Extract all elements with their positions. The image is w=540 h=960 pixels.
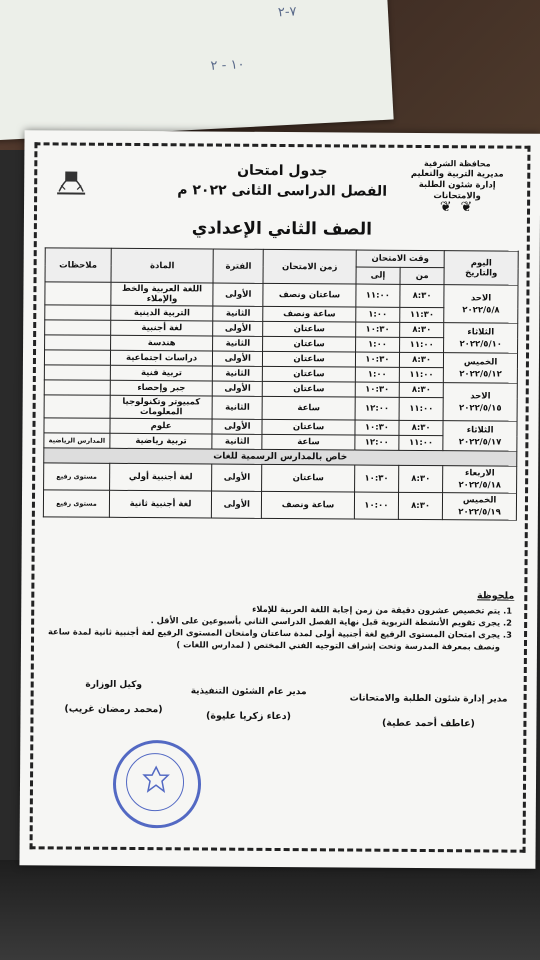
date-label: ٢٠٢٢/٥/٨: [462, 304, 500, 316]
period-cell: الأولى: [212, 464, 262, 491]
duration-cell: ساعتان: [263, 381, 356, 397]
subject-cell: جبر وإحصاء: [110, 380, 212, 396]
period-cell: الأولى: [212, 491, 262, 518]
time-from-cell: ٨:٣٠: [399, 352, 443, 367]
col-header-subject: المادة: [111, 248, 214, 283]
notes-cell: [45, 282, 111, 305]
time-to-cell: ١٠:٣٠: [355, 352, 399, 367]
subject-cell: التربية الدينية: [111, 305, 213, 321]
signature-name: (محمد رمضان غريب): [64, 703, 163, 716]
day-label: الخميس: [463, 356, 498, 368]
table-row: [45, 282, 518, 308]
period-cell: الثانية: [213, 336, 263, 351]
col-header-period: الفترة: [213, 249, 263, 283]
time-to-cell: ١٠:٣٠: [355, 322, 399, 337]
time-to-cell: ١:٠٠: [355, 367, 399, 382]
subject-cell: تربية رياضية: [110, 433, 212, 449]
duration-cell: ساعتان: [263, 321, 356, 337]
notes-cell: [44, 365, 110, 380]
document-title-block: [171, 162, 393, 200]
special-section-header: خاص بالمدارس الرسمية للغات: [44, 448, 517, 466]
duration-cell: ساعتان: [263, 366, 356, 382]
background-surface-bottom: [0, 860, 540, 960]
grade-title: الصف الثاني الإعدادي: [191, 218, 373, 240]
time-from-cell: ٨:٣٠: [399, 382, 443, 397]
time-to-cell: ١٢:٠٠: [355, 435, 399, 450]
time-from-cell: ٨:٣٠: [398, 492, 442, 519]
period-cell: الثانية: [212, 434, 262, 449]
duration-cell: ساعتان: [263, 336, 356, 352]
exam-schedule-paper: [19, 130, 540, 869]
col-header-time: وقت الامتحان: [356, 250, 445, 268]
duration-cell: ساعتان ونصف: [263, 283, 356, 307]
day-date-cell: [443, 466, 517, 494]
subject-cell: لغة أجنبية: [111, 320, 213, 336]
time-from-cell: ١١:٠٠: [400, 337, 444, 352]
governorate-label: محافظة الشرقية: [424, 158, 491, 169]
period-cell: الأولى: [213, 283, 263, 306]
subject-cell: دراسات اجتماعية: [110, 350, 212, 366]
duration-cell: ساعة ونصف: [262, 491, 355, 519]
signature-student-affairs: [343, 693, 513, 729]
time-to-cell: ١٠:٠٠: [354, 492, 398, 519]
laurel-icon: ❦ ❦: [439, 199, 475, 216]
signature-name: (عاطف أحمد عطية): [381, 717, 475, 730]
date-label: ٢٠٢٢/٥/١٠: [459, 338, 503, 350]
notes-title: ملحوظة: [477, 590, 515, 602]
date-label: ٢٠٢٢/٥/١٩: [458, 507, 501, 518]
day-date-cell: [443, 493, 517, 521]
period-cell: الأولى: [213, 321, 263, 336]
time-to-cell: ١:٠٠: [355, 337, 399, 352]
handwriting-scribble: ۲-۷: [277, 4, 297, 21]
time-to-cell: ١٠:٣٠: [355, 382, 399, 397]
col-header-day: اليوم والتاريخ: [444, 251, 518, 286]
notes-cell: المدارس الرياضية: [44, 433, 110, 448]
subject-cell: هندسة: [110, 335, 212, 351]
duration-cell: ساعة ونصف: [263, 306, 356, 322]
signature-role: مدير إدارة شئون الطلبة والامتحانات: [349, 693, 508, 705]
day-label: الثلاثاء: [467, 326, 495, 337]
schedule-body: [44, 282, 518, 451]
signature-name: (دعاء زكريا عليوة): [205, 710, 291, 723]
period-cell: الأولى: [212, 419, 262, 434]
day-label: الخميس: [462, 495, 497, 506]
col-header-duration: زمن الامتحان: [263, 249, 356, 284]
day-label: الاحد: [470, 292, 492, 303]
notes-section: [44, 587, 514, 652]
duration-cell: ساعة: [262, 434, 355, 450]
time-from-cell: ١١:٠٠: [399, 397, 443, 420]
notes-cell: [44, 395, 110, 418]
day-label: الثلاثاء: [466, 424, 494, 435]
date-label: ٢٠٢٢/٥/١٥: [458, 402, 502, 414]
note-item: 2. يجرى تقويم الأنشطة التربوية قبل نهاية الفصل الدراسي الثاني بأسبوعين على الأقل .: [44, 613, 500, 628]
notes-cell: [44, 418, 110, 433]
signature-role: مدير عام الشئون التنفيذية: [190, 686, 307, 698]
subject-cell: كمبيوتر وتكنولوجيا المعلومات: [110, 395, 213, 419]
period-cell: الثانية: [213, 306, 263, 321]
time-to-cell: ١:٠٠: [356, 307, 400, 322]
note-item: 3. يجرى امتحان المستوى الرفيع لغة أجنبية أولى لمدة ساعتان وامتحان المستوى الرفيع لغة أجنبية ثانية لمدة ساعة ونصف بمعرفة المدرسة وتحت إشراف التوجيه الفني المختص ( لمدارس اللغات ): [44, 625, 500, 652]
date-label: ٢٠٢٢/٥/١٧: [458, 436, 502, 448]
notes-cell: مستوى رفيع: [43, 490, 109, 517]
time-to-cell: ١٠:٣٠: [354, 465, 398, 492]
special-schedule-body: [43, 463, 516, 520]
notes-cell: [45, 335, 111, 350]
document-title: جدول امتحان: [237, 162, 328, 180]
time-from-cell: ١١:٠٠: [399, 435, 443, 450]
signature-role: وكيل الوزارة: [85, 679, 143, 691]
time-from-cell: ٨:٣٠: [400, 284, 444, 307]
note-item: 1. يتم تخصيص عشرون دقيقة من زمن إجابة اللغة العربية للإملاء: [44, 601, 500, 616]
subject-cell: اللغة العربية والخط والإملاء: [111, 282, 214, 306]
signature-executive-affairs: [183, 686, 313, 722]
decorative-frame: [30, 142, 531, 852]
day-date-cell: [444, 323, 518, 354]
ministry-emblem-icon: [51, 161, 91, 201]
handwriting-scribble: ۲ - ۱۰: [210, 57, 245, 74]
duration-cell: ساعتان: [262, 419, 355, 435]
notes-cell: [45, 320, 111, 335]
subject-cell: علوم: [110, 418, 212, 434]
period-cell: الأولى: [213, 351, 263, 366]
signatures-block: [44, 679, 514, 730]
time-from-cell: ١١:٣٠: [400, 307, 444, 322]
duration-cell: ساعتان: [262, 464, 355, 492]
time-to-cell: ١٢:٠٠: [355, 397, 399, 420]
background-note-paper: [0, 0, 394, 140]
subject-cell: لغة أجنبية أولي: [109, 463, 212, 491]
day-label: الاربعاء: [464, 468, 495, 479]
col-header-from: من: [400, 267, 444, 284]
department-label: إدارة شئون الطلبة والامتحانات: [418, 179, 496, 202]
time-to-cell: ١١:٠٠: [356, 284, 400, 307]
time-from-cell: ١١:٠٠: [399, 367, 443, 382]
notes-cell: [44, 350, 110, 365]
duration-cell: ساعتان: [263, 351, 356, 367]
table-row: [43, 490, 516, 520]
period-cell: الثانية: [213, 366, 263, 381]
col-header-to: إلى: [356, 267, 400, 284]
time-to-cell: ١٠:٣٠: [355, 420, 399, 435]
exam-schedule-table: [43, 247, 519, 520]
duration-cell: ساعة: [262, 396, 355, 420]
day-date-cell: [443, 383, 517, 422]
date-label: ٢٠٢٢/٥/١٢: [459, 368, 502, 380]
notes-cell: [45, 305, 111, 320]
time-from-cell: ٨:٣٠: [399, 465, 443, 492]
directorate-label: مديرية التربية والتعليم: [410, 168, 504, 180]
official-stamp-icon: [113, 740, 202, 829]
day-date-cell: [444, 353, 518, 384]
day-label: الاحد: [470, 390, 491, 401]
directorate-header: [397, 158, 517, 214]
subject-cell: لغة أجنبية ثانية: [109, 490, 212, 518]
time-from-cell: ٨:٣٠: [399, 420, 443, 435]
day-date-cell: [444, 285, 518, 324]
period-cell: الأولى: [213, 381, 263, 396]
period-cell: الثانية: [212, 396, 262, 419]
notes-list: [44, 601, 500, 652]
table-row: [44, 463, 517, 493]
term-title: الفصل الدراسى الثانى ٢٠٢٢ م: [177, 182, 388, 200]
notes-cell: [44, 380, 110, 395]
subject-cell: تربية فنية: [110, 365, 212, 381]
time-from-cell: ٨:٣٠: [400, 322, 444, 337]
date-label: ٢٠٢٢/٥/١٨: [458, 480, 502, 491]
col-header-notes: ملاحظات: [45, 248, 111, 282]
notes-cell: مستوى رفيع: [44, 463, 110, 490]
day-date-cell: [443, 421, 517, 452]
signature-undersecretary: [43, 679, 183, 715]
